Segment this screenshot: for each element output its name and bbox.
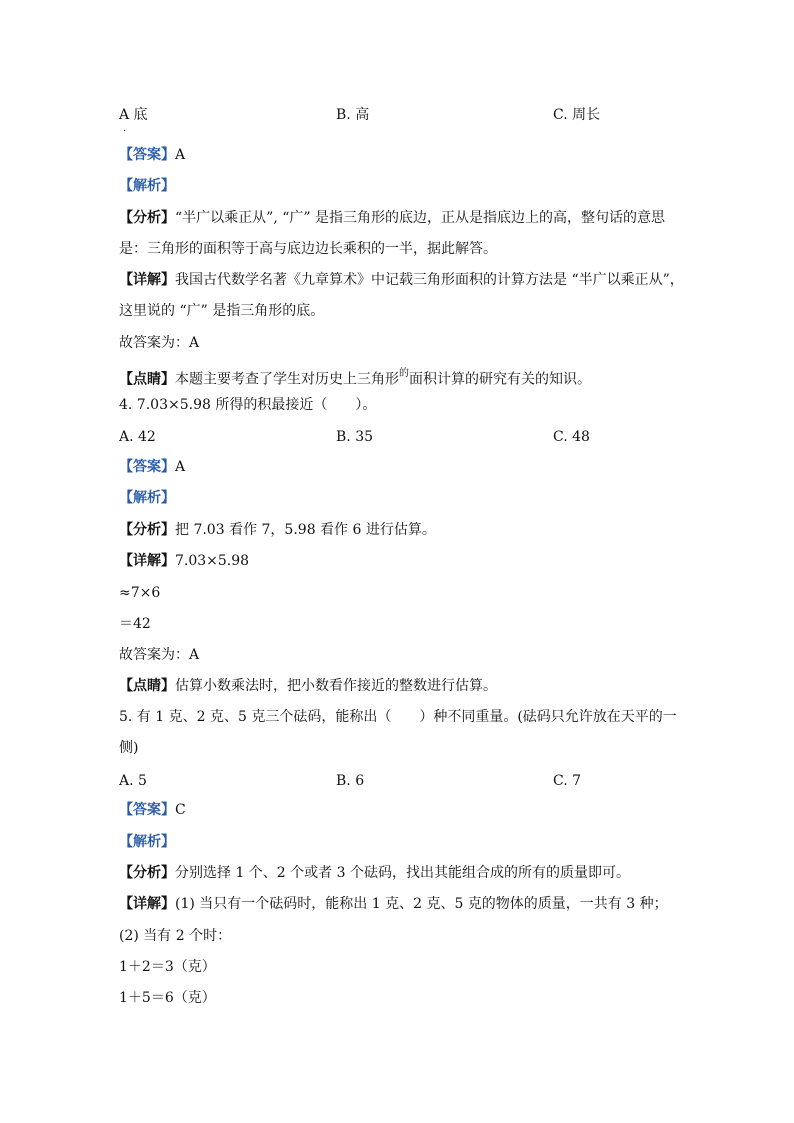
dianjing-text-b: 面积计算的研究有关的知识。 (409, 371, 591, 388)
q3-option-c: C. 周长 (553, 107, 601, 123)
fenxi-text: 分别选择 1 个、2 个或者 3 个砝码，找出其能组合成的所有的质量即可。 (175, 865, 630, 881)
q3-fenxi-line-2: 是：三角形的面积等于高与底边边长乘积的一半，据此解答。 (119, 241, 497, 257)
fenxi-text: 把 7.03 看作 7，5.98 看作 6 进行估算。 (175, 522, 436, 538)
answer-tag: 【答案】 (119, 459, 175, 475)
q4-answer (119, 458, 185, 476)
answer-tag: 【答案】 (119, 802, 175, 818)
analysis-tag: 【解析】 (119, 490, 175, 506)
analysis-tag: 【解析】 (119, 178, 175, 194)
fenxi-tag: 【分析】 (119, 210, 175, 226)
q4-option-a: A. 42 (119, 429, 156, 445)
q5-option-b: B. 6 (336, 773, 365, 789)
dianjing-text: 估算小数乘法时，把小数看作接近的整数进行估算。 (175, 678, 497, 694)
fenxi-tag: 【分析】 (119, 865, 175, 881)
xiangjie-text: (1) 当只有一个砝码时，能称出 1 克、2 克、5 克的物体的质量，一共有 3 种； (175, 896, 668, 912)
answer-value: A (175, 459, 186, 475)
xiangjie-tag: 【详解】 (119, 896, 175, 912)
dianjing-tag: 【点睛】 (119, 371, 175, 388)
q5-answer (119, 801, 186, 819)
q3-xiangjie-line-2: 这里说的 “广” 是指三角形的底。 (119, 303, 325, 319)
q4-fenxi (119, 521, 436, 539)
analysis-tag: 【解析】 (119, 834, 175, 850)
q5-xiangjie-line-1 (119, 895, 668, 913)
q5-option-a: A. 5 (119, 773, 147, 789)
q5-fenxi (119, 864, 630, 882)
xiangjie-tag: 【详解】 (119, 272, 175, 288)
q3-fenxi-line-1 (119, 209, 665, 227)
q3-final-answer: 故答案为：A (119, 335, 200, 351)
q5-xiangjie-line-2: (2) 当有 2 个时： (119, 928, 232, 944)
q5-analysis-heading (119, 833, 175, 851)
q4-final-answer: 故答案为：A (119, 647, 200, 663)
q4-step-2: ＝42 (119, 616, 151, 632)
q5-calc-1: 1＋2＝3（克） (119, 959, 216, 975)
q3-xiangjie-line-1 (119, 271, 684, 289)
q3-option-a: A 底 (119, 107, 148, 123)
answer-value: C (175, 802, 186, 818)
q3-option-b: B. 高 (336, 107, 370, 123)
q4-dianjing (119, 677, 497, 695)
q4-step-1: ≈7×6 (119, 585, 161, 601)
dianjing-text-a: 本题主要考查了学生对历史上三角形 (175, 371, 399, 388)
q3-answer (119, 146, 185, 164)
q5-question-line-1: 5. 有 1 克、2 克、5 克三个砝码，能称出（ ）种不同重量。(砝码只允许放在天平的一 (119, 709, 677, 725)
fenxi-tag: 【分析】 (119, 522, 175, 538)
answer-tag: 【答案】 (119, 147, 175, 163)
emphasis-dot: · (123, 126, 127, 137)
fenxi-text: “半广以乘正从”, “广” 是指三角形的底边，正从是指底边上的高，整句话的意思 (175, 210, 665, 226)
q4-option-c: C. 48 (553, 429, 590, 445)
q5-calc-2: 1＋5＝6（克） (119, 990, 216, 1006)
q4-xiangjie (119, 552, 249, 570)
q5-option-c: C. 7 (553, 773, 582, 789)
xiangjie-text: 我国古代数学名著《九章算术》中记载三角形面积的计算方法是 “半广以乘正从”， (175, 272, 684, 288)
xiangjie-text: 7.03×5.98 (175, 553, 250, 569)
dianjing-sup: 的 (399, 368, 409, 379)
q3-analysis-heading (119, 177, 175, 195)
xiangjie-tag: 【详解】 (119, 553, 175, 569)
q3-dianjing (119, 367, 591, 389)
q5-question-line-2: 侧) (119, 740, 139, 756)
q4-option-b: B. 35 (336, 429, 374, 445)
answer-value: A (175, 147, 186, 163)
q4-question: 4. 7.03×5.98 所得的积最接近（ ）。 (119, 397, 377, 413)
dianjing-tag: 【点睛】 (119, 678, 175, 694)
q4-analysis-heading (119, 489, 175, 507)
